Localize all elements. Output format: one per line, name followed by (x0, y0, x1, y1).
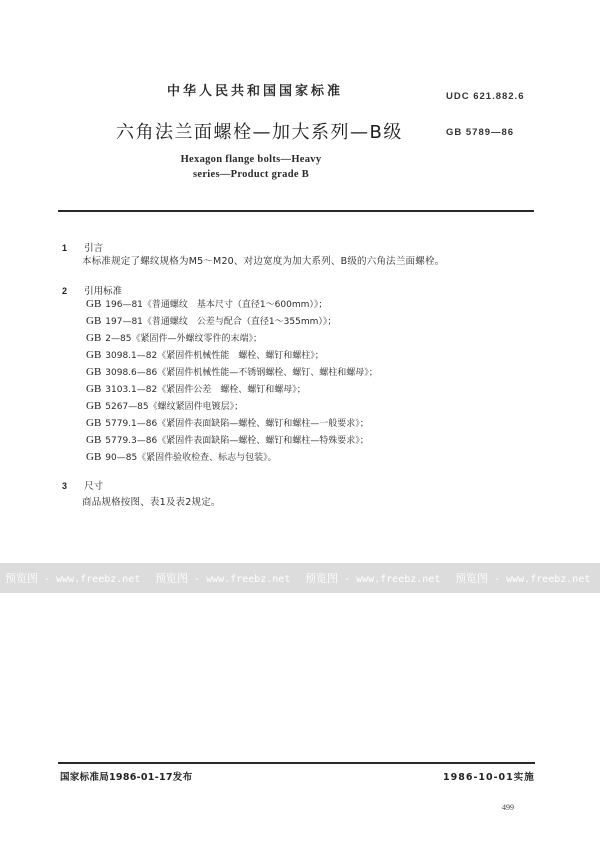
section-title: 引用标准 (84, 286, 123, 297)
title-chinese: 六角法兰面螺栓—加大系列—B级 (116, 122, 403, 143)
title-english-line1: Hexagon flange bolts—Heavy (180, 154, 322, 165)
reference-item: GB 3098.6—86《紧固件机械性能—不锈钢螺栓、螺钉、螺柱和螺母》； (86, 366, 378, 378)
reference-item: GB 90—85《紧固件验收检查、标志与包装》。 (86, 451, 277, 463)
country-standard-heading: 中华人民共和国国家标准 (167, 84, 344, 99)
section-number: 3 (62, 481, 68, 491)
section-1-text: 本标准规定了螺纹规格为M5～M20、对边宽度为加大系列、B级的六角法兰面螺栓。 (82, 256, 445, 267)
reference-item: GB 5779.3—86《紧固件表面缺陷—螺栓、螺钉和螺柱—特殊要求》； (86, 434, 369, 446)
watermark-band (0, 563, 600, 593)
section-title: 尺寸 (84, 481, 104, 492)
watermark-item: 预览图 - www.freebz.net (155, 572, 291, 585)
effective-date: 1986-10-01实施 (443, 772, 535, 783)
reference-item: GB 5779.1—86《紧固件表面缺陷—螺栓、螺钉和螺柱—一般要求》； (86, 417, 369, 429)
section-3-heading (62, 474, 103, 493)
issue-date: 国家标准局1986-01-17发布 (60, 772, 193, 783)
title-english-line2: series—Product grade B (192, 169, 310, 180)
reference-item: GB 3098.1—82《紧固件机械性能 螺栓、螺钉和螺柱》； (86, 349, 324, 361)
footer-divider (58, 762, 535, 764)
watermark-item: 预览图 - www.freebz.net (305, 572, 441, 585)
reference-item: GB 197—81《普通螺纹 公差与配合（直径1～355mm）》； (86, 315, 337, 327)
standard-number: GB 5789—86 (446, 127, 515, 138)
page-number: 499 (502, 803, 514, 812)
section-title: 引言 (84, 243, 104, 254)
section-number: 1 (62, 243, 68, 253)
udc-code: UDC 621.882.6 (446, 91, 525, 102)
section-number: 2 (62, 286, 68, 296)
reference-item: GB 2—85《紧固件—外螺纹零件的末端》； (86, 332, 262, 344)
section-3-text: 商品规格按图、表1及表2规定。 (82, 497, 221, 508)
title-english (176, 152, 326, 182)
reference-item: GB 5267—85《螺纹紧固件电镀层》； (86, 400, 244, 412)
watermark-item: 预览图 - www.freebz.net (5, 572, 141, 585)
header-divider (58, 210, 534, 212)
section-2-heading (62, 279, 122, 298)
reference-item: GB 196—81《普通螺纹 基本尺寸（直径1～600mm）》； (86, 298, 328, 310)
watermark-item: 预览图 - www.freebz.net (455, 572, 591, 585)
reference-item: GB 3103.1—82《紧固件公差 螺栓、螺钉和螺母》； (86, 383, 306, 395)
